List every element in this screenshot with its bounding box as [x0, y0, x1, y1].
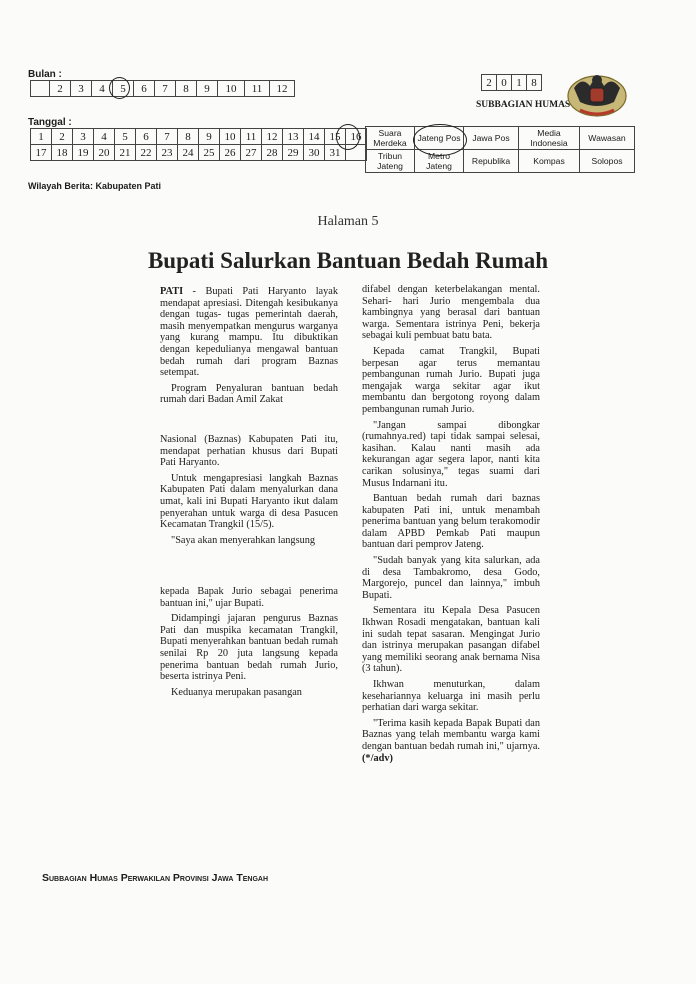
media-cell: Tribun Jateng	[366, 150, 415, 173]
bulan-label: Bulan :	[28, 69, 62, 80]
paragraph: "Jangan sampai dibongkar (rumahnya.red) tapi tidak sampai selesai, kasihan. Kalau nanti masih ada kekurangan agar segera lapor, nanti kita carikan solusinya," tegas suami dari Musus Indarnani itu.	[362, 419, 540, 489]
media-table	[365, 126, 635, 173]
tanggal-cell: 15	[325, 129, 346, 145]
bulan-cell: 5	[113, 81, 134, 97]
footer-org: Subbagian Humas Perwakilan Provinsi Jawa Tengah	[42, 872, 269, 884]
year-digit: 2	[482, 75, 497, 91]
tanggal-cell: 27	[241, 145, 262, 161]
paragraph: "Sudah banyak yang kita salurkan, ada di desa Tambakromo, desa Godo, Margorejo, puncel dan lainnya," imbuh Bupati.	[362, 555, 540, 601]
bulan-cell: 2	[50, 81, 71, 97]
page-number: Halaman 5	[317, 214, 379, 229]
tanggal-cell: 12	[262, 129, 283, 145]
tanggal-cell: 11	[241, 129, 262, 145]
year-digit: 0	[497, 75, 512, 91]
tanggal-cell: 6	[136, 129, 157, 145]
year-digit: 1	[512, 75, 527, 91]
year-boxes	[481, 74, 542, 91]
paragraph: "Saya akan menyerahkan langsung	[171, 534, 316, 546]
bulan-cell: 8	[176, 81, 197, 97]
garuda-emblem-icon	[566, 66, 628, 120]
bulan-cell: 7	[155, 81, 176, 97]
tanggal-cell: 16	[346, 129, 367, 145]
media-cell: Jawa Pos	[464, 127, 519, 150]
tanggal-cell: 26	[220, 145, 241, 161]
media-cell: Republika	[464, 150, 519, 173]
paragraph: Sementara itu Kepala Desa Pasucen Ikhwan Rosadi mengatakan, bantuan kali ini sudah tepat sasaran. Mengingat Jurio dan istrinya merupakan pasangan difabel yang memiliki seorang anak bernama Nisa (3 tahun).	[362, 605, 540, 675]
paragraph: Didampingi jajaran pengurus Baznas Pati dan muspika kecamatan Trangkil, Bupati menyerahkan bantuan bedah rumah senilai Rp 20 juta langsung kepada penerima bantuan bedah rumah Jurio, beserta istrinya Peni.	[160, 613, 338, 683]
media-cell: Media Indonesia	[519, 127, 580, 150]
media-cell: Metro Jateng	[415, 150, 464, 173]
tanggal-cell: 2	[52, 129, 73, 145]
tanggal-cell: 1	[31, 129, 52, 145]
paragraph: difabel dengan keterbelakangan mental. Sehari- hari Jurio mengembala dua kambingnya yang berasal dari bantuan warga. Sementara istrinya Peni, bekerja sebagai kuli pembuat batu bata.	[362, 284, 540, 342]
paragraph: Ikhwan menuturkan, dalam kesehariannya keluarga ini masih perlu perhatian dari warga sekitar.	[362, 679, 540, 714]
paragraph: Untuk mengapresiasi langkah Baznas Kabupaten Pati dalam menyalurkan dana umat, kali ini Bupati Haryanto ikut dalam penyerahan untuk warga di desa Pasucen Kecamatan Trangkil (15/5).	[160, 472, 338, 531]
org-label: SUBBAGIAN HUMAS	[476, 100, 571, 110]
tanggal-cell: 3	[73, 129, 94, 145]
tanggal-cell: 31	[325, 145, 346, 161]
tanggal-cell: 19	[73, 145, 94, 161]
selected-media-circle	[413, 124, 467, 156]
tanggal-grid	[30, 128, 367, 161]
tanggal-cell: 8	[178, 129, 199, 145]
media-cell: Jateng Pos	[415, 127, 464, 150]
tanggal-cell: 23	[157, 145, 178, 161]
tanggal-cell: 7	[157, 129, 178, 145]
tanggal-cell: 14	[304, 129, 325, 145]
tanggal-cell: 10	[220, 129, 241, 145]
selected-month-circle	[109, 77, 130, 99]
tanggal-cell: 17	[31, 145, 52, 161]
tanggal-cell: 18	[52, 145, 73, 161]
paragraph: Bantuan bedah rumah dari baznas kabupaten Pati ini, untuk menambah penerima bantuan yang belum terakomodir dalam APBD Pemkab Pati maupun bantuan dari pemprov Jateng.	[362, 493, 540, 551]
article-column-3	[160, 586, 338, 698]
wilayah-berita: Wilayah Berita: Kabupaten Pati	[28, 181, 161, 191]
signoff: (*/adv)	[362, 752, 393, 764]
paragraph: Nasional (Baznas) Kabupaten Pati itu, mendapat perhatian khusus dari Bupati Pati Haryanto.	[160, 434, 338, 469]
dateline: PATI	[160, 286, 184, 297]
tanggal-cell: 30	[304, 145, 325, 161]
bulan-cell: 11	[245, 81, 270, 97]
bulan-cell: 4	[92, 81, 113, 97]
media-cell: Kompas	[519, 150, 580, 173]
media-cell: Suara Merdeka	[366, 127, 415, 150]
paragraph: Kepada camat Trangkil, Bupati berpesan agar terus memantau pembangunan rumah Jurio. Bupati juga mengajak warga sekitar agar ikut membantu dan bergotong royong dalam pembangunan rumah Jurio.	[362, 345, 540, 415]
selected-date-circle	[336, 124, 360, 150]
article-column-4	[362, 284, 540, 764]
bulan-cell: 10	[218, 81, 245, 97]
tanggal-cell: 5	[115, 129, 136, 145]
media-cell: Solopos	[580, 150, 635, 173]
tanggal-cell: 20	[94, 145, 115, 161]
paragraph: Keduanya merupakan pasangan	[171, 686, 302, 698]
bulan-cell: 6	[134, 81, 155, 97]
tanggal-cell: 9	[199, 129, 220, 145]
paragraph: PATI - Bupati Pati Haryanto layak mendapat apresiasi. Ditengah kesibukanya dengan tugas- tugas pemerintah daerah, masih menyempatkan mengurus warganya yang kurang mampu. Itu dibuktikan dengan kepedulianya mengawal bantuan bedah rumah dari program Baznas setempat.	[160, 286, 338, 379]
paragraph: Program Penyaluran bantuan bedah rumah dari Badan Amil Zakat	[160, 382, 338, 406]
paragraph: "Terima kasih kepada Bapak Bupati dan Baznas yang telah membantu warga kami dengan bantuan bedah rumah ini," ujarnya. (*/adv)	[362, 717, 540, 764]
bulan-cell: 3	[71, 81, 92, 97]
tanggal-cell: 4	[94, 129, 115, 145]
tanggal-cell: 25	[199, 145, 220, 161]
tanggal-cell: 22	[136, 145, 157, 161]
tanggal-cell: 13	[283, 129, 304, 145]
article-column-2	[160, 434, 338, 546]
year-digit: 8	[527, 75, 542, 91]
article-title: Bupati Salurkan Bantuan Bedah Rumah	[147, 248, 549, 273]
article-column-1	[160, 286, 338, 406]
tanggal-cell: 21	[115, 145, 136, 161]
tanggal-cell: 28	[262, 145, 283, 161]
paragraph: kepada Bapak Jurio sebagai penerima bantuan ini," ujar Bupati.	[160, 586, 338, 609]
bulan-cell: 9	[197, 81, 218, 97]
tanggal-cell: 29	[283, 145, 304, 161]
bulan-cell: 12	[270, 81, 295, 97]
bulan-grid	[30, 80, 295, 97]
bulan-cell	[31, 81, 50, 97]
tanggal-label: Tanggal :	[28, 117, 72, 128]
media-cell: Wawasan	[580, 127, 635, 150]
tanggal-cell: 24	[178, 145, 199, 161]
